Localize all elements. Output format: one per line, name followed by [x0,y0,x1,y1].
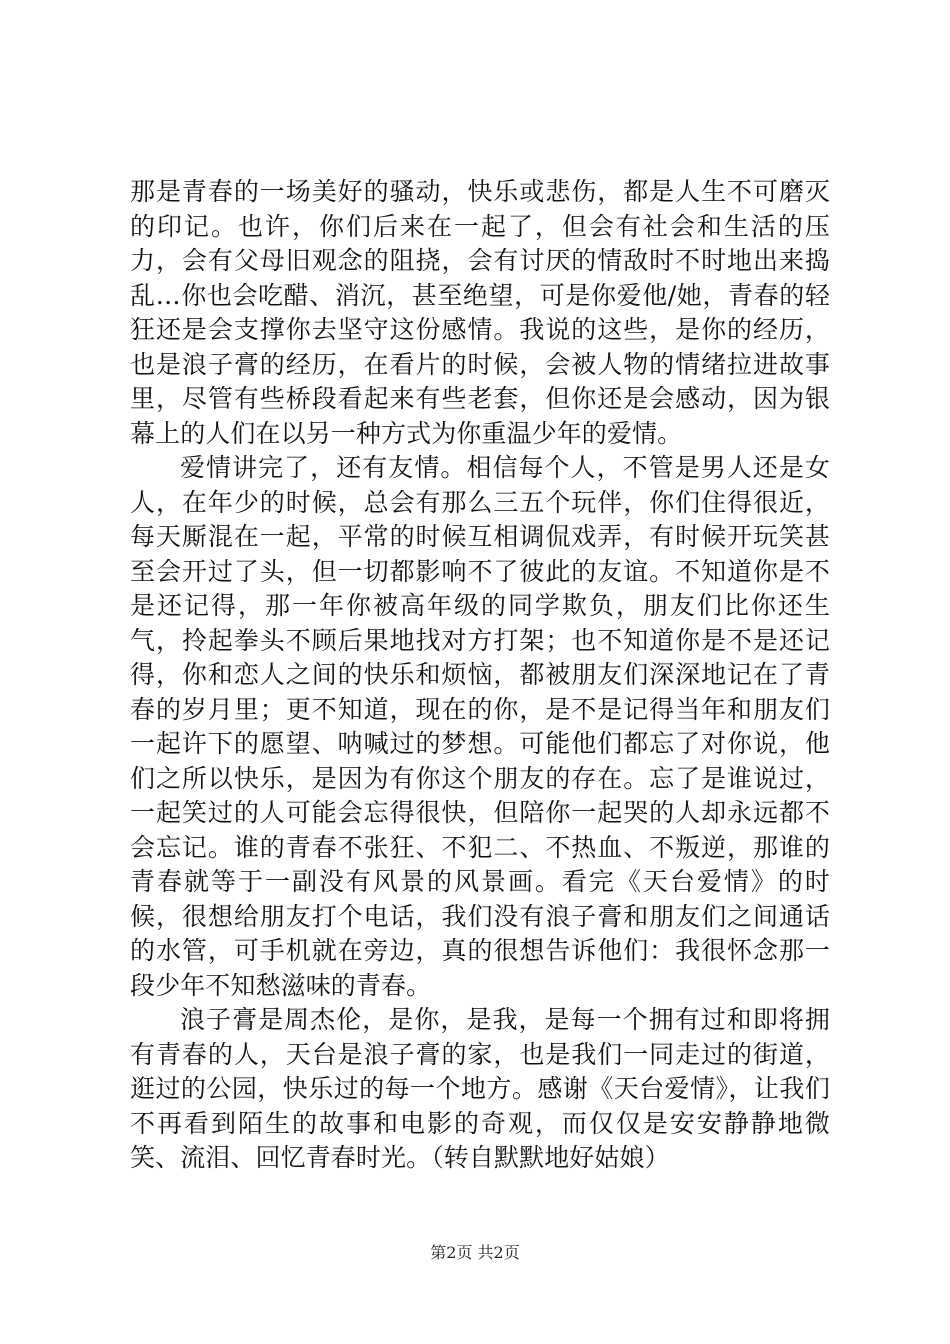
paragraph-1: 那是青春的一场美好的骚动，快乐或悲伤，都是人生不可磨灭的印记。也许，你们后来在一起了，但会有社会和生活的压力，会有父母旧观念的阻挠，会有讨厌的情敌时不时地出来捣乱…你也会吃醋、消沉，甚至绝望，可是你爱他/她，青春的轻狂还是会支撑你去坚守这份感情。我说的这些，是你的经历，也是浪子膏的经历，在看片的时候，会被人物的情绪拉进故事里，尽管有些桥段看起来有些老套，但你还是会感动，因为银幕上的人们在以另一种方式为你重温少年的爱情。 [130,177,830,448]
article-body [130,175,830,1176]
page-footer: 第2页 共2页 [430,1243,520,1262]
paragraph-3: 浪子膏是周杰伦，是你，是我，是每一个拥有过和即将拥有青春的人，天台是浪子膏的家，也是我们一同走过的街道，逛过的公园，快乐过的每一个地方。感谢《天台爱情》，让我们不再看到陌生的故事和电影的奇观，而仅仅是安安静静地微笑、流泪、回忆青春时光。（转自默默地好姑娘） [130,1005,830,1172]
paragraph-2: 爱情讲完了，还有友情。相信每个人，不管是男人还是女人，在年少的时候，总会有那么三五个玩伴，你们住得很近，每天厮混在一起，平常的时候互相调侃戏弄，有时候开玩笑甚至会开过了头，但一切都影响不了彼此的友谊。不知道你是不是还记得，那一年你被高年级的同学欺负，朋友们比你还生气，拎起拳头不顾后果地找对方打架；也不知道你是不是还记得，你和恋人之间的快乐和烦恼，都被朋友们深深地记在了青春的岁月里；更不知道，现在的你，是不是记得当年和朋友们一起许下的愿望、呐喊过的梦想。可能他们都忘了对你说，他们之所以快乐，是因为有你这个朋友的存在。忘了是谁说过，一起笑过的人可能会忘得很快，但陪你一起哭的人却永远都不会忘记。谁的青春不张狂、不犯二、不热血、不叛逆，那谁的青春就等于一副没有风景的风景画。看完《天台爱情》的时候，很想给朋友打个电话，我们没有浪子膏和朋友们之间通话的水管，可手机就在旁边，真的很想告诉他们：我很怀念那一段少年不知愁滋味的青春。 [130,453,830,1000]
